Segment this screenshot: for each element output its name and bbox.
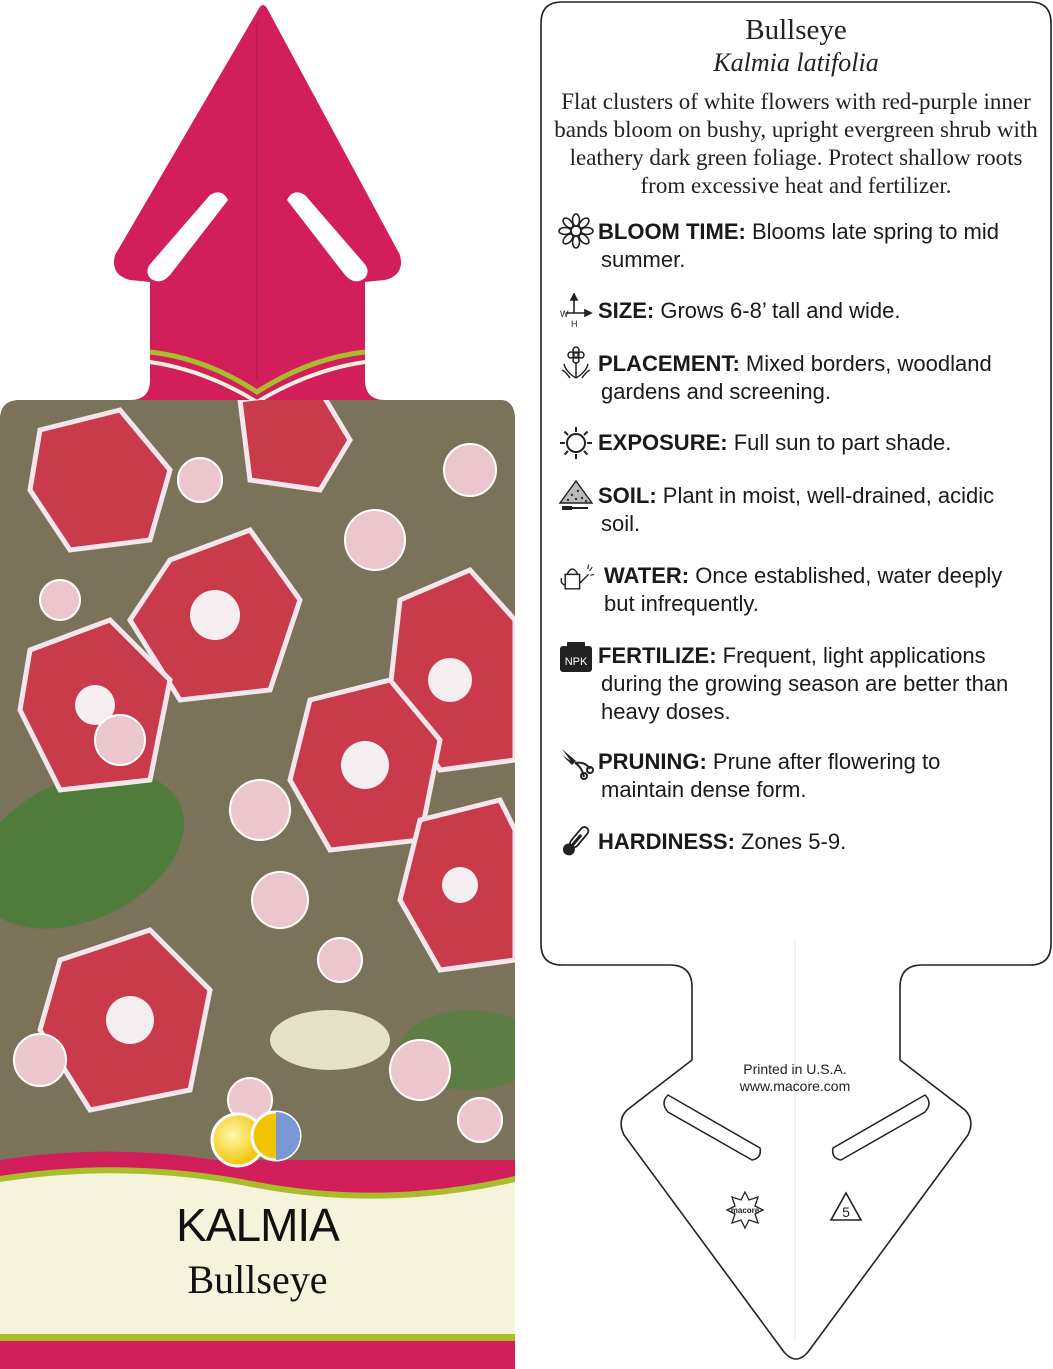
pruning-text-cont: maintain dense form.: [601, 777, 807, 802]
bloom-time-text-cont: summer.: [601, 247, 686, 272]
placement-text: Mixed borders, woodland: [745, 351, 992, 376]
common-name: Bullseye: [745, 14, 847, 46]
info-water: [604, 562, 1044, 618]
info-placement: [598, 350, 1038, 406]
size-icon: [558, 293, 594, 329]
bloom-time-text: Blooms late spring to mid: [752, 219, 999, 244]
pruning-text: Prune after flowering to: [712, 749, 941, 774]
water-text-cont: but infrequently.: [604, 591, 759, 616]
sun-icon: [558, 425, 594, 461]
npk-text: NPK: [564, 656, 588, 668]
macore-logo-icon: [725, 1190, 765, 1230]
website: www.macore.com: [739, 1078, 851, 1094]
size-text: Grows 6-8’ tall and wide.: [660, 298, 901, 323]
part-shade-icon: [252, 1112, 300, 1160]
recycle-code: 5: [842, 1204, 850, 1220]
plant-description: Flat clusters of white flowers with red-purple inner bands bloom on bushy, upright evergreen shrub with leathery dark green foliage. Protect shallow roots from excessive heat and fertilizer.: [554, 89, 1038, 198]
soil-text: Plant in moist, well-drained, acidic: [662, 483, 995, 508]
flower-icon: [558, 213, 594, 249]
fertilize-text: Frequent, light applications: [722, 643, 986, 668]
info-soil: [598, 482, 1038, 538]
pruning-label: PRUNING:: [598, 749, 707, 774]
soil-label: SOIL:: [598, 483, 657, 508]
water-label: WATER:: [604, 563, 690, 588]
height-letter: H: [571, 319, 578, 329]
fertilize-text-cont: during the growing season are better than heavy doses.: [601, 671, 1009, 724]
exposure-text: Full sun to part shade.: [733, 430, 952, 455]
placement-icon: [558, 346, 594, 382]
fertilizer-icon: [558, 640, 594, 676]
info-size: [598, 297, 1038, 325]
recycle-icon: [828, 1190, 864, 1226]
printed-in: Printed in U.S.A.: [743, 1061, 847, 1077]
soil-text-cont: soil.: [601, 511, 641, 536]
placement-text-cont: gardens and screening.: [601, 379, 831, 404]
front-tag-shape: [0, 0, 520, 1369]
watering-can-icon: [558, 560, 594, 596]
info-pruning: [598, 748, 1038, 804]
plant-genus: KALMIA: [176, 1199, 339, 1251]
info-hardiness: [598, 828, 1038, 856]
exposure-label: EXPOSURE:: [598, 430, 728, 455]
pruners-icon: [558, 745, 594, 781]
info-fertilize: [598, 642, 1038, 726]
macore-logo-text: macore: [730, 1206, 760, 1215]
bloom-time-label: BLOOM TIME:: [598, 219, 746, 244]
thermometer-icon: [558, 823, 594, 859]
placement-label: PLACEMENT:: [598, 351, 740, 376]
info-exposure: [598, 429, 1038, 457]
plant-cultivar: Bullseye: [187, 1257, 328, 1302]
info-bloom-time: [598, 218, 1038, 274]
kalmia-photo: [0, 370, 520, 1170]
hardiness-text: Zones 5-9.: [741, 829, 847, 854]
water-text: Once established, water deeply: [695, 563, 1003, 588]
fertilize-label: FERTILIZE:: [598, 643, 717, 668]
size-label: SIZE:: [598, 298, 655, 323]
soil-icon: [558, 477, 594, 513]
front-tag: [0, 0, 520, 1369]
hardiness-label: HARDINESS:: [598, 829, 735, 854]
latin-name: Kalmia latifolia: [713, 48, 879, 77]
width-letter: W: [560, 309, 569, 319]
